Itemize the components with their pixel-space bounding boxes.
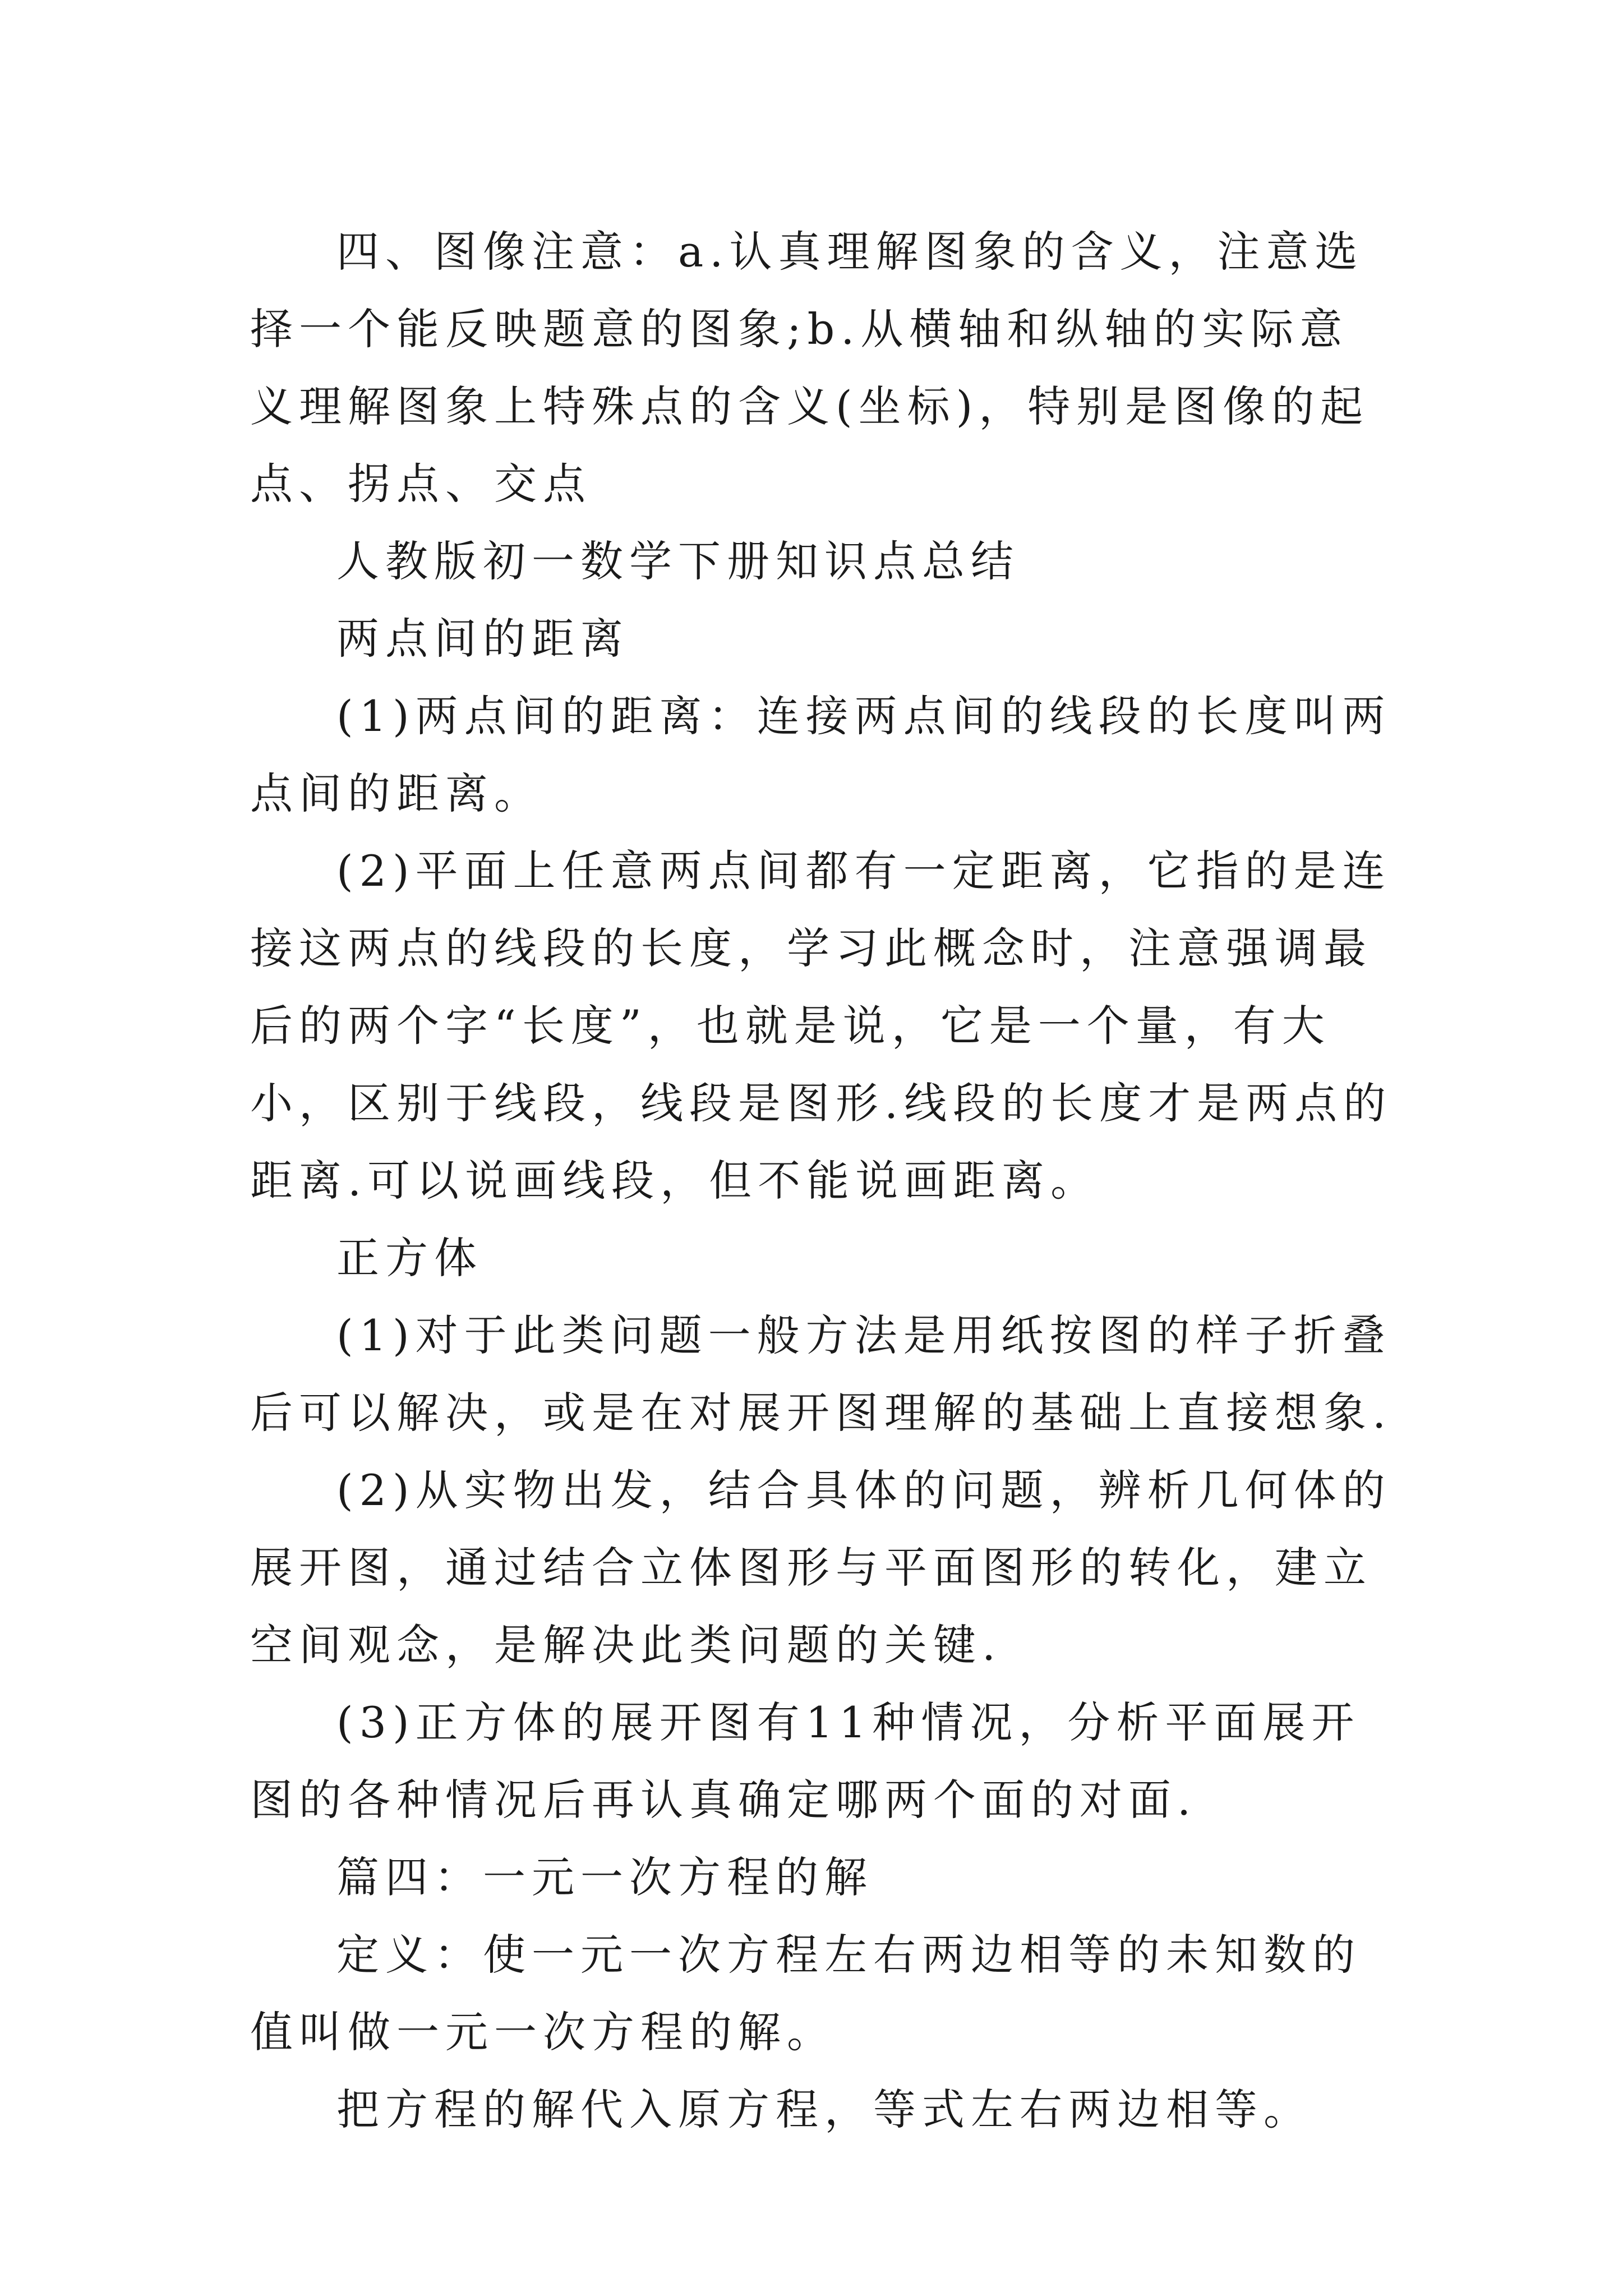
paragraph-cube-2: (2)从实物出发，结合具体的问题，辨析几何体的展开图，通过结合立体图形与平面图形的转化，建立空间观念，是解决此类问题的关键.	[250, 1465, 1391, 1670]
heading-distance: 两点间的距离	[336, 614, 629, 664]
document-body	[250, 213, 1394, 2148]
paragraph-distance-2: (2)平面上任意两点间都有一定距离，它指的是连接这两点的线段的长度，学习此概念时，注意强调最后的两个字“长度”，也就是说，它是一个量，有大小，区别于线段，线段是图形.线段的长度才是两点的距离.可以说画线段，但不能说画距离。	[250, 846, 1393, 1205]
paragraph-cube-3: (3)正方体的展开图有11种情况，分析平面展开图的各种情况后再认真确定哪两个面的对面.	[250, 1697, 1361, 1825]
paragraph-substitution: 把方程的解代入原方程，等式左右两边相等。	[336, 2085, 1312, 2134]
heading-linear-equation: 篇四：一元一次方程的解	[336, 1852, 873, 1902]
paragraph-definition: 定义：使一元一次方程左右两边相等的未知数的值叫做一元一次方程的解。	[250, 1930, 1361, 2057]
paragraph-graph-notes: 四、图像注意：a.认真理解图象的含义，注意选择一个能反映题意的图象;b.从横轴和纵轴的实际意义理解图象上特殊点的含义(坐标)，特别是图像的起点、拐点、交点	[250, 227, 1370, 509]
paragraph-distance-1: (1)两点间的距离：连接两点间的线段的长度叫两点间的距离。	[250, 691, 1391, 818]
heading-summary-title: 人教版初一数学下册知识点总结	[336, 536, 1020, 586]
heading-cube: 正方体	[336, 1233, 483, 1283]
paragraph-cube-1: (1)对于此类问题一般方法是用纸按图的样子折叠后可以解决，或是在对展开图理解的基础上直接想象.	[250, 1310, 1393, 1438]
